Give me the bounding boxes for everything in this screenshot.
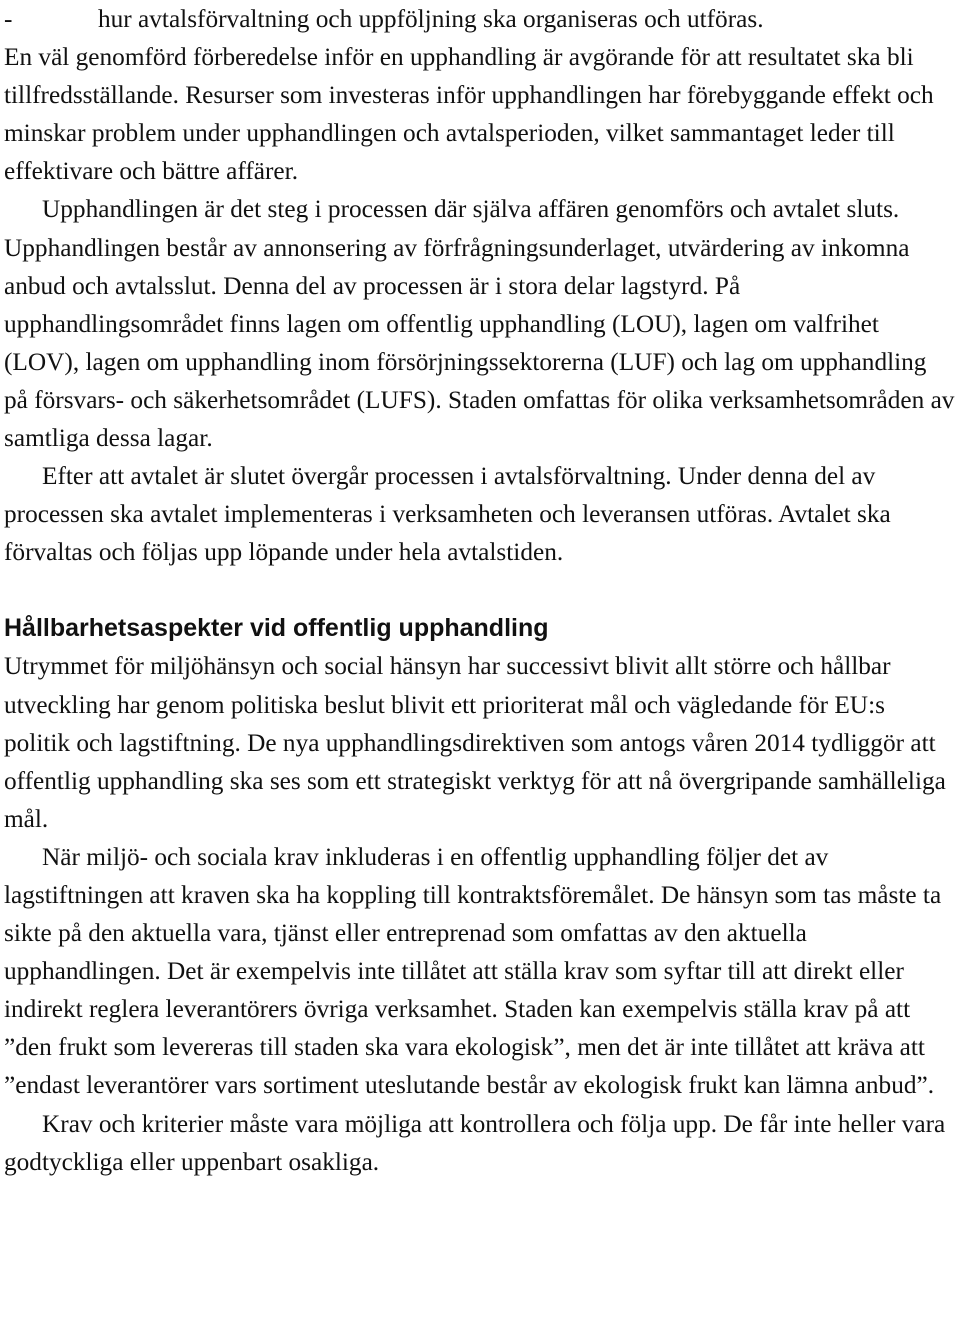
section-heading: Hållbarhetsaspekter vid offentlig upphandling — [4, 614, 549, 643]
paragraph-contract-management: Efter att avtalet är slutet övergår processen i avtalsförvaltning. Under denna del av processen ska avtalet implementeras i verksamheten och leveransen utföras. Avtalet ska förvaltas och följas upp löpande under hela avtalstiden. — [4, 462, 891, 567]
bullet-text: hur avtalsförvaltning och uppföljning ska organiseras och utföras. — [98, 5, 764, 33]
paragraph-preparation: En väl genomförd förberedelse inför en upphandling är avgörande för att resultatet ska bli tillfredsställande. Resurser som investeras inför upphandlingen har förebyggande effekt och minskar problem under upphandlingen och avtalsperioden, vilket sammantaget leder till effektivare och bättre affärer. — [4, 43, 934, 186]
bullet-marker: - — [4, 5, 13, 33]
bullet-item — [4, 0, 956, 38]
paragraph-procurement: Upphandlingen är det steg i processen där själva affären genomförs och avtalet sluts. Upphandlingen består av annonsering av förfrågningsunderlaget, utvärdering av inkomna anbud och avtalsslut. Denna del av processen är i stora delar lagstyrd. På upphandlingsområdet finns lagen om offentlig upphandling (LOU), lagen om valfrihet (LOV), lagen om upphandling inom försörjningssektorerna (LUF) och lag om upphandling på försvars- och säkerhetsområdet (LUFS). Staden omfattas för olika verksamhetsområden av samtliga dessa lagar. — [4, 195, 955, 453]
document-page — [4, 0, 956, 1181]
paragraph-sustainability: Utrymmet för miljöhänsyn och social hänsyn har successivt blivit allt större och hållbar utveckling har genom politiska beslut blivit ett prioriterat mål och vägledande för EU:s politik och lagstiftning. De nya upphandlingsdirektiven som antogs våren 2014 tydliggör att offentlig upphandling ska ses som ett strategiskt verktyg för att nå övergripande samhälleliga mål. — [4, 652, 946, 833]
paragraph-criteria: Krav och kriterier måste vara möjliga att kontrollera och följa upp. De får inte heller vara godtyckliga eller uppenbart osakliga. — [4, 1109, 946, 1176]
paragraph-requirements: När miljö- och sociala krav inkluderas i en offentlig upphandling följer det av lagstiftningen att kraven ska ha koppling till kontraktsföremålet. De hänsyn som tas måste ta sikte på den aktuella vara, tjänst eller entreprenad som omfattas av den aktuella upphandlingen. Det är exempelvis inte tillåtet att ställa krav som syftar till att direkt eller indirekt reglera leverantörers övriga verksamhet. Staden kan exempelvis ställa krav på att ”den frukt som levereras till staden ska vara ekologisk”, men det är inte tillåtet att kräva att ”endast leverantörer vars sortiment uteslutande består av ekologisk frukt kan lämna anbud”. — [4, 842, 942, 1100]
